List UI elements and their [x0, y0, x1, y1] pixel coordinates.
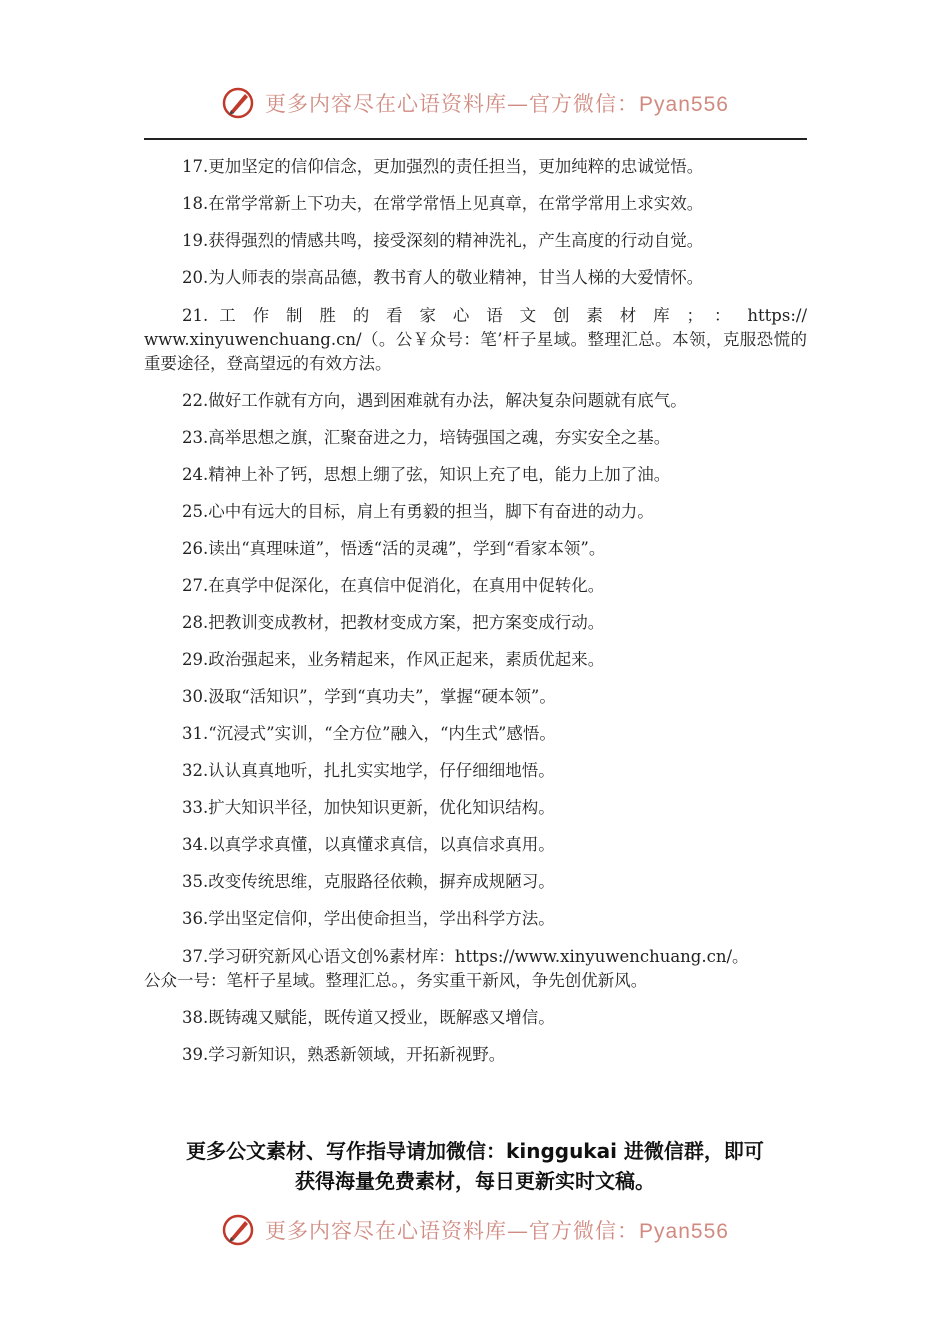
list-item: 28.把教训变成教材，把教材变成方案，把方案变成行动。 — [182, 613, 605, 632]
list-item: 24.精神上补了钙，思想上绷了弦，知识上充了电，能力上加了油。 — [182, 465, 671, 484]
list-item: 27.在真学中促深化，在真信中促消化，在真用中促转化。 — [182, 576, 605, 595]
list-item: 32.认认真真地听，扎扎实实地学，仔仔细细地悟。 — [182, 761, 555, 780]
list-item: 26.读出“真理味道”，悟透“活的灵魂”，学到“看家本领”。 — [182, 539, 606, 558]
list-item: 23.高举思想之旗，汇聚奋进之力，培铸强国之魂，夯实安全之基。 — [182, 428, 671, 447]
list-item: 36.学出坚定信仰，学出使命担当，学出科学方法。 — [182, 909, 555, 928]
footer-note-line2: 获得海量免费素材，每日更新实时文稿。 — [295, 1169, 655, 1193]
list-item: 18.在常学常新上下功夫，在常学常悟上见真章，在常学常用上求实效。 — [182, 194, 704, 213]
footer-banner-text — [265, 1215, 729, 1245]
list-item: 17.更加坚定的信仰信念，更加强烈的责任担当，更加纯粹的忠诚觉悟。 — [182, 157, 704, 176]
list-item: 22.做好工作就有方向，遇到困难就有办法，解决复杂问题就有底气。 — [182, 391, 687, 410]
list-item-37 — [144, 945, 807, 993]
list-item: 38.既铸魂又赋能，既传道又授业，既解惑又增信。 — [182, 1008, 555, 1027]
list-item-21-line1: 21. 工 作 制 胜 的 看 家 心 语 文 创 素 材 库 ； ： https:// — [182, 306, 807, 325]
list-item-37-line1: 37.学习研究新风心语文创%素材库：https://www.xinyuwenchuang.cn/。 — [182, 947, 749, 966]
list-item: 30.汲取“活知识”，学到“真功夫”，掌握“硬本领”。 — [182, 687, 556, 706]
list-item-21 — [144, 304, 807, 376]
footer-banner-id: Pyan556 — [639, 1220, 729, 1243]
pen-logo-icon — [221, 1213, 255, 1247]
header-divider — [144, 138, 807, 140]
header-banner-label: 更多内容尽在心语资料库—官方微信： — [265, 92, 640, 116]
header-banner — [0, 78, 950, 128]
list-item: 20.为人师表的崇高品德，教书育人的敬业精神，甘当人梯的大爱情怀。 — [182, 268, 704, 287]
list-item: 31.“沉浸式”实训，“全方位”融入，“内生式”感悟。 — [182, 724, 556, 743]
list-item: 34.以真学求真懂，以真懂求真信，以真信求真用。 — [182, 835, 555, 854]
footer-banner — [0, 1205, 950, 1255]
pen-logo-icon — [221, 86, 255, 120]
footer-note — [0, 1136, 950, 1196]
list-item: 33.扩大知识半径，加快知识更新，优化知识结构。 — [182, 798, 555, 817]
footer-note-line1: 更多公文素材、写作指导请加微信：kinggukai 进微信群，即可 — [186, 1139, 764, 1163]
footer-banner-label: 更多内容尽在心语资料库—官方微信： — [265, 1219, 640, 1243]
list-item: 19.获得强烈的情感共鸣，接受深刻的精神洗礼，产生高度的行动自觉。 — [182, 231, 704, 250]
list-item: 35.改变传统思维，克服路径依赖，摒弃成规陋习。 — [182, 872, 555, 891]
list-item: 29.政治强起来，业务精起来，作风正起来，素质优起来。 — [182, 650, 605, 669]
list-item-37-line2: 公众一号：笔杆子星域。整理汇总。，务实重干新风，争先创优新风。 — [144, 971, 648, 990]
header-banner-id: Pyan556 — [639, 93, 729, 116]
list-item: 39.学习新知识，熟悉新领域，开拓新视野。 — [182, 1045, 506, 1064]
document-body — [144, 152, 807, 1077]
list-item-21-line2: www.xinyuwenchuang.cn/（。公￥众号：笔’杆子星域。整理汇总。本领，克服恐慌的重要途径，登高望远的有效方法。 — [144, 330, 807, 373]
header-banner-text — [265, 88, 729, 118]
list-item: 25.心中有远大的目标，肩上有勇毅的担当，脚下有奋进的动力。 — [182, 502, 654, 521]
